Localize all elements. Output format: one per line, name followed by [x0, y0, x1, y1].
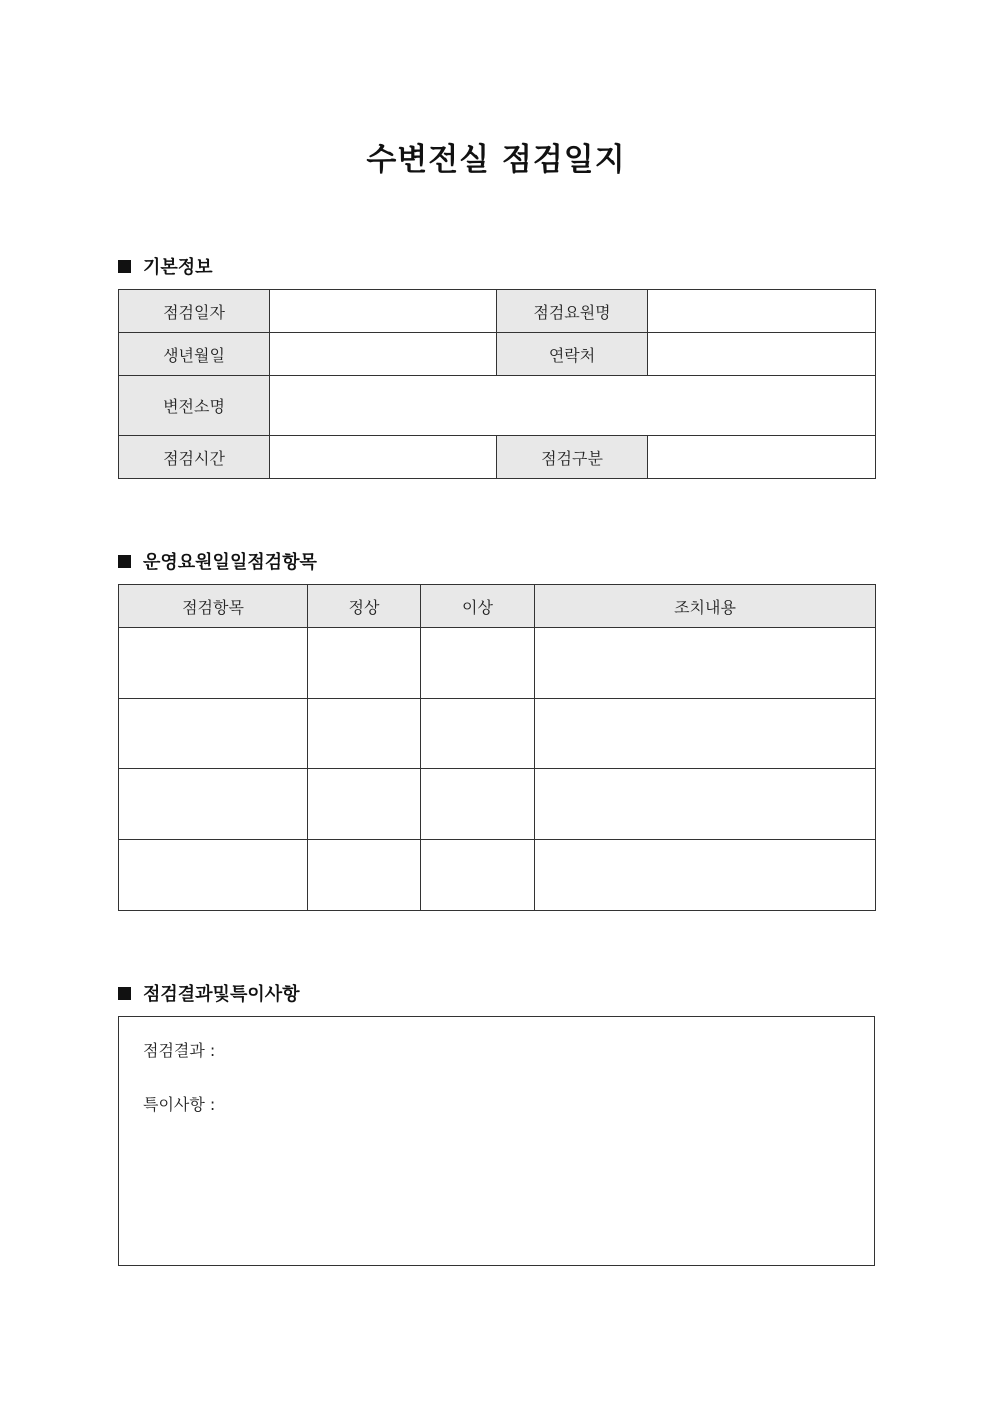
- table-row: [119, 333, 876, 376]
- abnormal-cell[interactable]: [421, 628, 535, 699]
- notes-label: 특이사항 :: [143, 1095, 216, 1114]
- inspection-date-label: 점검일자: [119, 290, 270, 333]
- inspector-name-field[interactable]: [648, 290, 876, 333]
- table-row: [119, 376, 876, 436]
- section-heading-basic-info: [118, 253, 213, 279]
- basic-info-table: [118, 289, 876, 479]
- column-header-normal: 정상: [308, 585, 421, 628]
- results-box[interactable]: [118, 1016, 875, 1266]
- table-row: [119, 628, 876, 699]
- contact-label: 연락처: [497, 333, 648, 376]
- substation-name-label: 변전소명: [119, 376, 270, 436]
- section-heading-label: 점검결과및특이사항: [143, 984, 300, 1005]
- section-heading-label: 기본정보: [143, 257, 213, 278]
- action-cell[interactable]: [535, 769, 876, 840]
- check-item-cell[interactable]: [119, 840, 308, 911]
- table-row: [119, 769, 876, 840]
- action-cell[interactable]: [535, 840, 876, 911]
- page-title: 수변전실 점검일지: [366, 142, 626, 178]
- table-header-row: [119, 585, 876, 628]
- action-cell[interactable]: [535, 628, 876, 699]
- abnormal-cell[interactable]: [421, 840, 535, 911]
- table-row: [119, 840, 876, 911]
- action-cell[interactable]: [535, 699, 876, 769]
- square-bullet-icon: [118, 987, 131, 1000]
- substation-name-field[interactable]: [270, 376, 876, 436]
- inspector-name-label: 점검요원명: [497, 290, 648, 333]
- section-heading-daily-check: [118, 548, 317, 574]
- inspection-type-field[interactable]: [648, 436, 876, 479]
- normal-cell[interactable]: [308, 769, 421, 840]
- check-item-cell[interactable]: [119, 628, 308, 699]
- table-row: [119, 699, 876, 769]
- normal-cell[interactable]: [308, 628, 421, 699]
- check-item-cell[interactable]: [119, 769, 308, 840]
- table-row: [119, 290, 876, 333]
- inspection-type-label: 점검구분: [497, 436, 648, 479]
- inspection-date-field[interactable]: [270, 290, 497, 333]
- column-header-action: 조치내용: [535, 585, 876, 628]
- inspection-time-field[interactable]: [270, 436, 497, 479]
- column-header-check-item: 점검항목: [119, 585, 308, 628]
- normal-cell[interactable]: [308, 840, 421, 911]
- check-item-cell[interactable]: [119, 699, 308, 769]
- square-bullet-icon: [118, 555, 131, 568]
- birth-date-label: 생년월일: [119, 333, 270, 376]
- birth-date-field[interactable]: [270, 333, 497, 376]
- result-line: [143, 1038, 215, 1061]
- normal-cell[interactable]: [308, 699, 421, 769]
- section-heading-label: 운영요원일일점검항목: [143, 552, 317, 573]
- section-heading-results: [118, 980, 300, 1006]
- notes-line: [143, 1092, 215, 1115]
- column-header-abnormal: 이상: [421, 585, 535, 628]
- abnormal-cell[interactable]: [421, 769, 535, 840]
- result-label: 점검결과 :: [143, 1041, 216, 1060]
- daily-check-table: [118, 584, 876, 911]
- abnormal-cell[interactable]: [421, 699, 535, 769]
- table-row: [119, 436, 876, 479]
- contact-field[interactable]: [648, 333, 876, 376]
- inspection-time-label: 점검시간: [119, 436, 270, 479]
- square-bullet-icon: [118, 260, 131, 273]
